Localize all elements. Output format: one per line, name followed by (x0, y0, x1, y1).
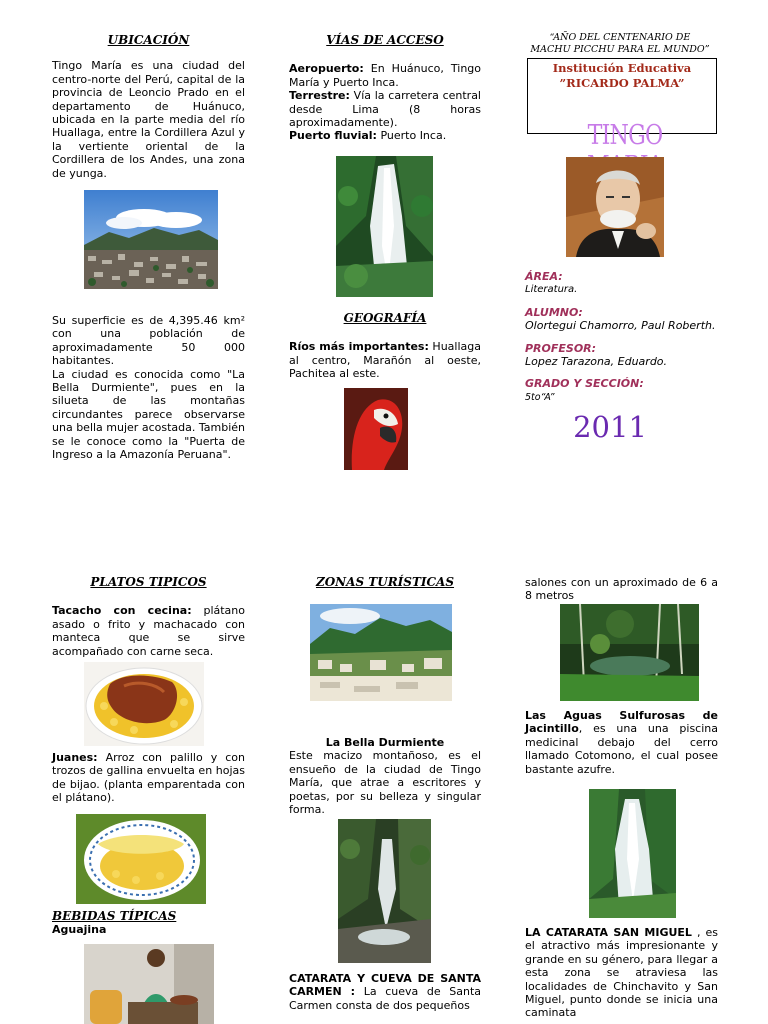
rios-text (289, 340, 481, 380)
aguajina-label: Aguajina (52, 923, 107, 937)
panel-ubicacion-lower (52, 314, 245, 461)
panel-santa-carmen (289, 972, 481, 1012)
heading-ubicacion: UBICACIÓN (107, 33, 190, 47)
san-miguel-text (525, 926, 718, 1020)
terrestre-text (289, 89, 481, 129)
tacacho-text (52, 604, 245, 658)
profesor-value: Lopez Tarazona, Eduardo. (525, 355, 668, 369)
rios-label: Ríos más importantes: (289, 340, 429, 354)
year-motto: “AÑO DEL CENTENARIO DE MACHU PICCHU PARA EL MUNDO” (530, 32, 710, 55)
aguajina-vendor-photo (84, 944, 214, 1024)
panel-zonas (289, 576, 481, 589)
aeropuerto-text (289, 62, 481, 89)
ricardo-palma-portrait (566, 157, 664, 257)
panel-bebidas (52, 910, 245, 937)
terrestre-value: Vía la carretera central desde Lima (8 horas aproximadamente). (289, 89, 481, 130)
san-miguel-label: LA CATARATA SAN MIGUEL (525, 926, 692, 939)
panel-bella-durmiente (289, 736, 481, 816)
jacintillo-photo (560, 604, 699, 701)
tacacho-photo (84, 662, 204, 746)
san-miguel-photo (589, 789, 676, 918)
panel-platos (52, 576, 245, 658)
santa-carmen-photo (338, 819, 431, 963)
santa-carmen-label: CATARATA Y CUEVA DE SANTA CARMEN : (289, 972, 481, 999)
terrestre-label: Terrestre: (289, 89, 350, 103)
area-value: Literatura. (525, 284, 578, 296)
cover-title: TINGO (587, 120, 663, 151)
waterfall-photo-1 (336, 156, 433, 297)
bella-durmiente-title: La Bella Durmiente (325, 736, 445, 749)
juanes-text (52, 751, 245, 805)
institution-name: ”RICARDO PALMA” (559, 76, 685, 90)
juanes-value: Arroz con palillo y con trozos de gallina envuelta en hojas de bijao. (planta emparentada con el plátano). (52, 751, 245, 805)
salones-text: salones con un aproximado de 6 a 8 metros (525, 576, 718, 603)
grado-label: GRADO Y SECCIÓN: (525, 377, 644, 391)
heading-vias-acceso: VÍAS DE ACCESO (326, 33, 444, 47)
panel-geografia (289, 312, 481, 381)
panel-jacintillo (525, 709, 718, 776)
tacacho-label: Tacacho con cecina: (52, 604, 192, 618)
santa-carmen-text (289, 972, 481, 1012)
puerto-text (289, 129, 481, 142)
heading-geografia: GEOGRAFÍA (343, 311, 427, 325)
aeropuerto-value: En Huánuco, Tingo María y Puerto Inca. (289, 62, 481, 89)
rios-value: Huallaga al centro, Marañón al oeste, Pachitea al este. (289, 340, 481, 381)
macaw-photo (344, 388, 408, 470)
panel-juanes (52, 751, 245, 805)
panel-continuacion (525, 576, 718, 603)
juanes-label: Juanes: (52, 751, 98, 764)
ubicacion-paragraph: Tingo María es una ciudad del centro-norte del Perú, capital de la provincia de Leoncio Prado en el departamento de Huánuco, ubicada en la parte media del río Huallaga, entre la Cordillera Azul y la vertiente oriental de la Cordillera de los Andes, una zona de yunga. (52, 59, 245, 180)
heading-bebidas: BEBIDAS TÍPICAS (52, 909, 177, 923)
cover-details (525, 270, 725, 404)
bella-durmiente-paragraph: La ciudad es conocida como "La Bella Durmiente", pues en la silueta de las montañas circundantes parece observarse una bella mujer acostada. También se le conoce como la "Puerta de Ingreso a la Amazonía Peruana". (52, 367, 245, 462)
panel-ubicacion (52, 34, 245, 180)
jacintillo-value: , es una una piscina medicinal debajo del cerro llamado Cotomono, el cual posee bastante azufre. (525, 722, 718, 776)
institution-line1: Institución Educativa (552, 61, 692, 75)
alumno-label: ALUMNO: (525, 305, 583, 319)
alumno-value: Olortegui Chamorro, Paul Roberth. (525, 319, 716, 333)
profesor-label: PROFESOR: (525, 341, 597, 355)
heading-zonas: ZONAS TURÍSTICAS (315, 575, 455, 589)
superficie-paragraph: Su superficie es de 4,395.46 km² con una población de aproximadamente 50 000 habitantes. (52, 314, 245, 368)
jacintillo-label: Las Aguas Sulfurosas de Jacintillo (525, 709, 718, 736)
cover-motto (530, 32, 710, 56)
cover-year: 2011 (573, 410, 647, 444)
santa-carmen-value: La cueva de Santa Carmen consta de dos pequeños (289, 985, 481, 1012)
bella-durmiente-text: Este macizo montañoso, es el ensueño de la ciudad de Tingo María, que atrae a escritores y poetas, por su belleza y singular forma. (289, 749, 481, 817)
panel-vias-acceso (289, 34, 481, 143)
heading-platos: PLATOS TIPICOS (90, 575, 207, 589)
area-label: ÁREA: (525, 270, 563, 283)
puerto-label: Puerto fluvial: (289, 129, 377, 143)
juanes-photo (76, 814, 206, 904)
bella-durmiente-photo (310, 604, 452, 701)
panel-san-miguel (525, 926, 718, 1020)
jacintillo-text (525, 709, 718, 776)
puerto-value: Puerto Inca. (376, 129, 447, 143)
tacacho-value: plátano asado o frito y machacado con manteca que se sirve acompañado con carne seca. (52, 604, 245, 658)
aeropuerto-label: Aeropuerto: (289, 62, 364, 76)
grado-value: 5to“A” (525, 391, 555, 403)
san-miguel-value: , es el atractivo más impresionante y grande en su género, para llegar a esta zona se atraviesa las localidades de Chinchavito y San Miguel, punto donde se inicia una caminata (525, 926, 718, 1020)
city-panorama-photo (84, 190, 218, 289)
